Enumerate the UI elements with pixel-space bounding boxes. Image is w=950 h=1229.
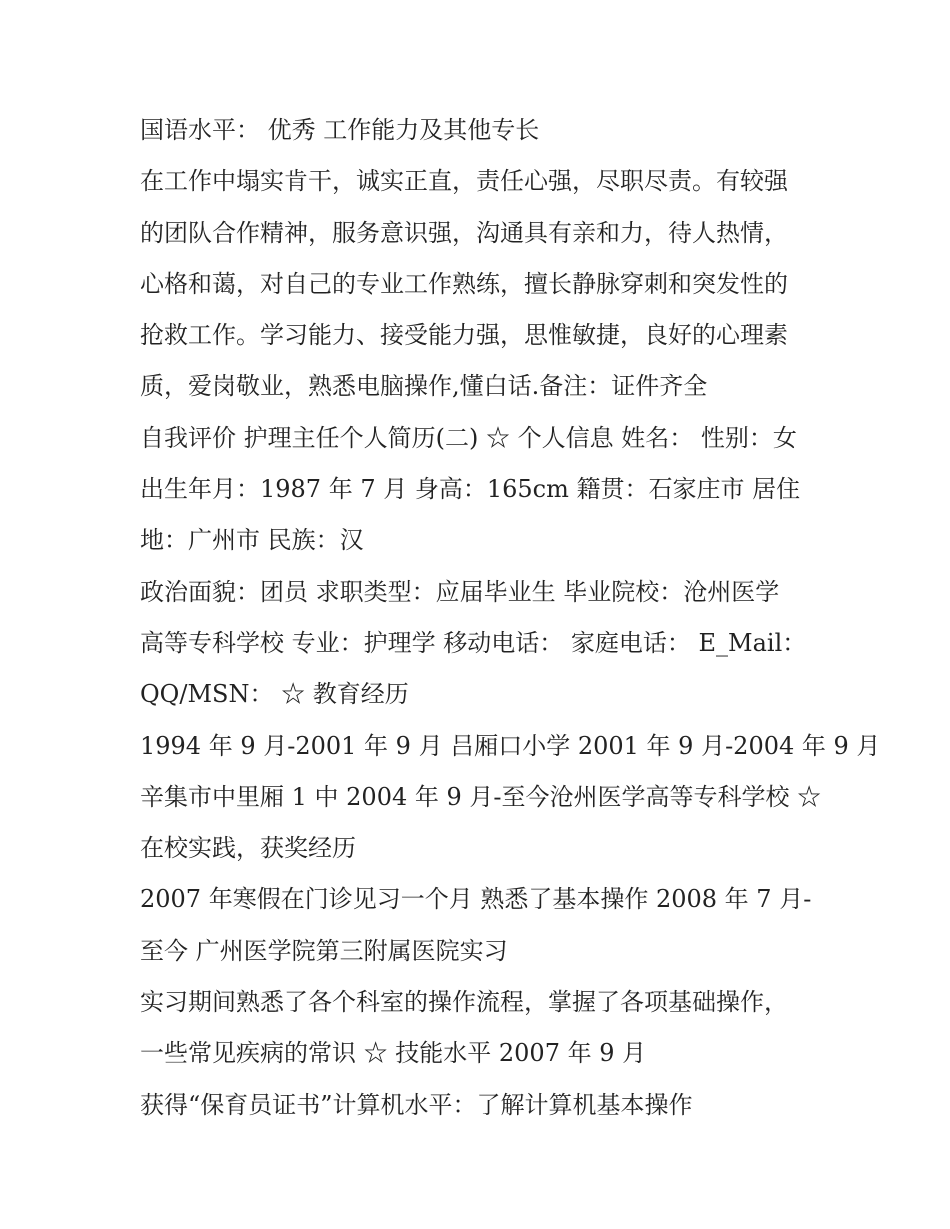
text-line: 的团队合作精神，服务意识强，沟通具有亲和力，待人热情， xyxy=(140,218,788,247)
text-line: 在工作中塌实肯干，诚实正直，责任心强，尽职尽责。有较强 xyxy=(140,167,788,196)
text-line: 实习期间熟悉了各个科室的操作流程，掌握了各项基础操作， xyxy=(140,988,788,1017)
text-line: 1994 年 9 月-2001 年 9 月 吕厢口小学 2001 年 9 月-2004 年 9 月 xyxy=(140,731,881,760)
text-line: 辛集市中里厢 1 中 2004 年 9 月-至今沧州医学高等专科学校 ☆ xyxy=(140,782,822,811)
text-line: 2007 年寒假在门诊见习一个月 熟悉了基本操作 2008 年 7 月- xyxy=(140,885,812,914)
text-line: 自我评价 护理主任个人简历(二) ☆ 个人信息 姓名： 性别：女 xyxy=(140,423,797,452)
text-line: 高等专科学校 专业：护理学 移动电话： 家庭电话： E_Mail： xyxy=(140,628,807,657)
text-line: 政治面貌：团员 求职类型：应届毕业生 毕业院校：沧州医学 xyxy=(140,577,780,606)
text-line: 至今 广州医学院第三附属医院实习 xyxy=(140,936,508,965)
text-line: 出生年月：1987 年 7 月 身高：165cm 籍贯：石家庄市 居住 xyxy=(140,475,801,504)
text-line: 抢救工作。学习能力、接受能力强，思惟敏捷，良好的心理素 xyxy=(140,321,788,350)
text-line: 国语水平： 优秀 工作能力及其他专长 xyxy=(140,116,540,144)
text-line: 质，爱岗敬业，熟悉电脑操作,懂白话.备注：证件齐全 xyxy=(140,372,708,401)
text-line: 在校实践，获奖经历 xyxy=(140,834,356,863)
text-line: 地：广州市 民族：汉 xyxy=(140,526,364,555)
text-line: 获得“保育员证书”计算机水平：了解计算机基本操作 xyxy=(140,1090,693,1119)
resume-text xyxy=(140,105,881,1131)
text-line: QQ/MSN： ☆ 教育经历 xyxy=(140,680,409,709)
text-line: 心格和蔼，对自己的专业工作熟练，擅长静脉穿刺和突发性的 xyxy=(140,269,788,298)
text-line: 一些常见疾病的常识 ☆ 技能水平 2007 年 9 月 xyxy=(140,1039,647,1068)
